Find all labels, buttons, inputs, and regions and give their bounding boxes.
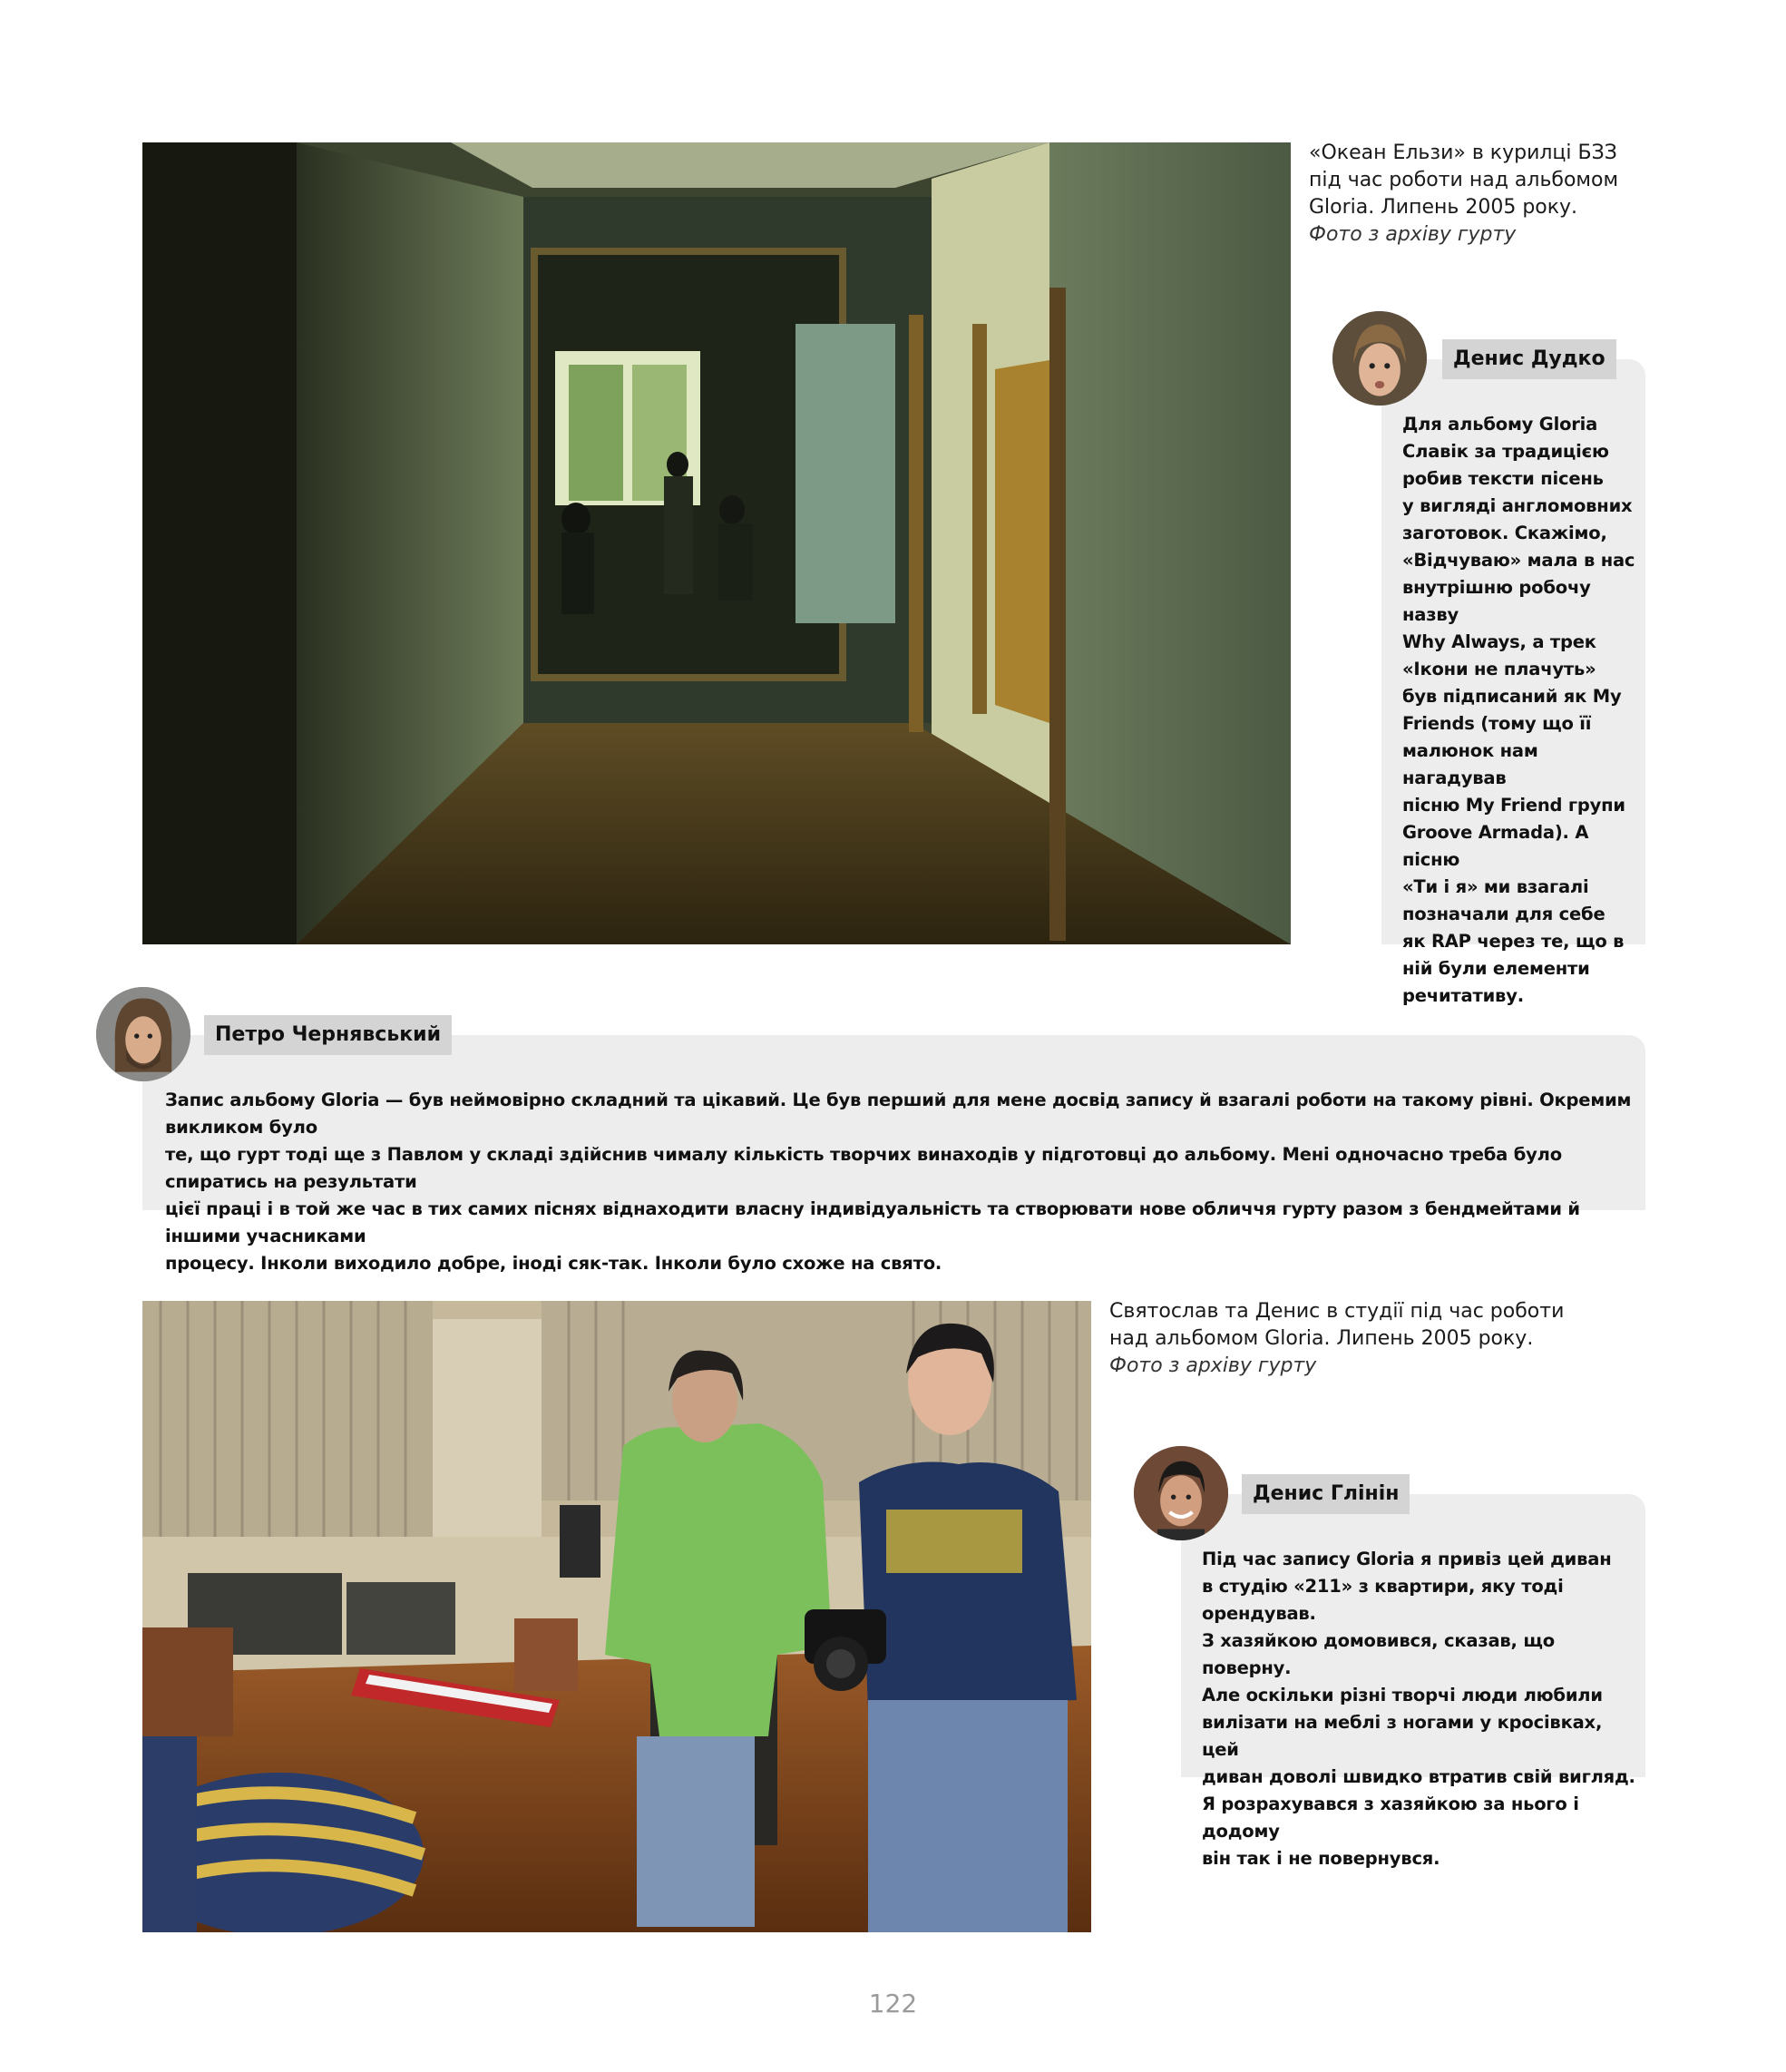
quote-line: вилізати на меблі з ногами у кросівках, цей [1202, 1712, 1603, 1760]
quote-text-cherniavskyi [165, 1087, 1639, 1277]
quote-line: Я розрахувався з хазяйкою за нього і додому [1202, 1793, 1579, 1842]
quote-line: він так і не повернувся. [1202, 1848, 1440, 1869]
photo-credit: Фото з архіву гурту [1309, 223, 1517, 246]
quote-line: заготовок. Скажімо, [1402, 523, 1607, 543]
caption-line: над альбомом Gloria. Липень 2005 року. [1109, 1327, 1534, 1350]
corridor-photo [142, 142, 1291, 944]
quote-line: Groove Armada). А пісню [1402, 822, 1589, 870]
quote-line: позначали для себе [1402, 904, 1605, 924]
quote-line: в студію «211» з квартири, яку тоді орендував. [1202, 1576, 1564, 1624]
quote-line: Why Always, а трек [1402, 631, 1596, 652]
quote-line: «Ікони не плачуть» [1402, 659, 1596, 679]
quote-line: речитативу. [1402, 985, 1524, 1006]
quote-line: Під час запису Gloria я привіз цей диван [1202, 1549, 1612, 1569]
quote-line: був підписаний як My [1402, 686, 1622, 707]
quote-line: Але оскільки різні творчі люди любили [1202, 1685, 1603, 1705]
studio-caption [1109, 1298, 1617, 1380]
quote-line: робив тексти пісень [1402, 468, 1604, 489]
quote-line: у вигляді англомовних [1402, 495, 1633, 516]
quote-line: пісню My Friend групи [1402, 795, 1625, 816]
quote-line: ній були елементи [1402, 958, 1590, 979]
quote-line: «Відчуваю» мала в нас [1402, 550, 1635, 571]
caption-line: Святослав та Денис в студії під час роботи [1109, 1300, 1565, 1323]
photo-credit: Фото з архіву гурту [1109, 1354, 1317, 1377]
quote-line: З хазяйкою домовився, сказав, що поверну. [1202, 1630, 1555, 1678]
quote-line: Запис альбому Gloria — був неймовірно складний та цікавий. Це був перший для мене досвід запису й взагалі роботи на такому рівні. Окремим викликом було [165, 1090, 1632, 1138]
quote-line: внутрішню робочу назву [1402, 577, 1591, 625]
corridor-caption [1309, 140, 1672, 249]
caption-line: під час роботи над альбомом [1309, 169, 1619, 191]
avatar-hlinin [1134, 1446, 1228, 1540]
speaker-name-dudko: Денис Дудко [1442, 339, 1616, 379]
speaker-name-cherniavskyi: Петро Чернявський [204, 1015, 452, 1055]
quote-line: процесу. Інколи виходило добре, іноді сяк-так. Інколи було схоже на свято. [165, 1253, 942, 1274]
quote-line: «Ти і я» ми взагалі [1402, 876, 1589, 897]
quote-line: Friends (тому що її [1402, 713, 1592, 734]
caption-line: «Океан Ельзи» в курилці БЗЗ [1309, 142, 1617, 164]
speaker-name-hlinin: Денис Глінін [1242, 1474, 1410, 1514]
quote-text-dudko [1402, 411, 1647, 1010]
avatar-dudko [1332, 311, 1427, 406]
quote-text-hlinin [1202, 1546, 1637, 1872]
studio-photo [142, 1301, 1091, 1932]
quote-line: Для альбому Gloria [1402, 414, 1598, 435]
quote-line: цієї праці і в той же час в тих самих піснях віднаходити власну індивідуальність та створювати нове обличчя гурту разом з бендмейтами й іншими учасниками [165, 1198, 1580, 1246]
quote-line: Славік за традицією [1402, 441, 1609, 462]
avatar-cherniavskyi [96, 987, 190, 1081]
quote-line: як RAP через те, що в [1402, 931, 1625, 952]
page-number: 122 [868, 1989, 918, 2018]
quote-line: малюнок нам нагадував [1402, 740, 1538, 788]
quote-line: те, що гурт тоді ще з Павлом у складі здійснив чималу кількість творчих винаходів у підготовці до альбому. Мені одночасно треба було спиратись на результати [165, 1144, 1562, 1192]
caption-line: Gloria. Липень 2005 року. [1309, 196, 1578, 219]
quote-line: диван доволі швидко втратив свій вигляд. [1202, 1766, 1635, 1787]
